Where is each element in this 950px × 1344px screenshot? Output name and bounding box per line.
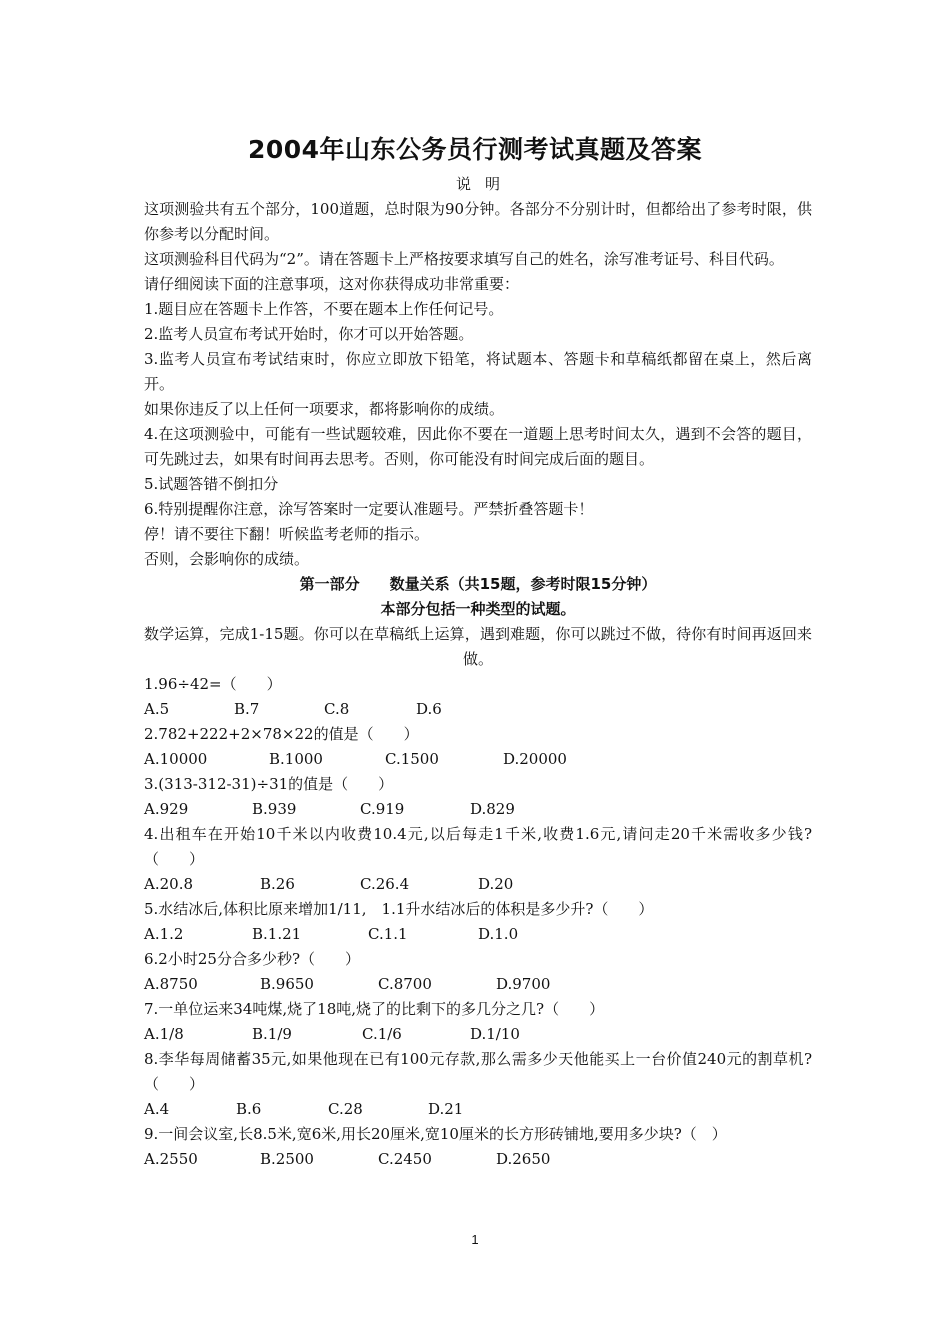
option: C.26.4 [360,875,410,893]
option: D.20000 [503,750,567,768]
option: B.1/9 [252,1025,292,1043]
option: A.20.8 [144,875,193,893]
document-body [144,172,812,1172]
option: B.939 [252,800,297,818]
section-instruction: 数学运算，完成1-15题。你可以在草稿纸上运算，遇到难题，你可以跳过不做，待你有时间再返回来做。 [144,625,812,668]
option: B.9650 [260,975,314,993]
answer-options [144,1022,812,1047]
answer-options [144,1147,812,1172]
intro-paragraph: 这项测验科目代码为“2”。请在答题卡上严格按要求填写自己的姓名，涂写准考证号、科目代码。 [144,250,784,268]
intro-paragraph: 停！请不要往下翻！听候监考老师的指示。 [144,525,430,543]
option: C.2450 [378,1150,432,1168]
option: A.1.2 [144,925,184,943]
intro-paragraph: 如果你违反了以上任何一项要求，都将影响你的成绩。 [144,400,505,418]
option: D.2650 [496,1150,551,1168]
question-text: 1.96÷42=（ ） [144,675,282,693]
answer-options [144,972,812,997]
option: B.2500 [260,1150,314,1168]
intro-paragraph: 1.题目应在答题卡上作答，不要在题本上作任何记号。 [144,300,504,318]
question-text: 9.一间会议室,长8.5米,宽6米,用长20厘米,宽10厘米的长方形砖铺地,要用多少块?（ ） [144,1125,727,1143]
option: D.829 [470,800,515,818]
answer-options [144,1097,812,1122]
option: C.1/6 [362,1025,402,1043]
option: C.1500 [385,750,439,768]
option: D.6 [416,700,442,718]
intro-paragraph: 否则，会影响你的成绩。 [144,550,310,568]
intro-paragraph: 2.监考人员宣布考试开始时，你才可以开始答题。 [144,325,474,343]
page-number: 1 [471,1232,479,1247]
answer-options [144,922,812,947]
intro-paragraph: 请仔细阅读下面的注意事项，这对你获得成功非常重要： [144,275,520,293]
answer-options [144,697,812,722]
option: D.1/10 [470,1025,520,1043]
intro-paragraph: 5.试题答错不倒扣分 [144,475,279,493]
option: D.21 [428,1100,464,1118]
intro-paragraph: 4.在这项测验中，可能有一些试题较难，因此你不要在一道题上思考时间太久，遇到不会答的题目，可先跳过去，如果有时间再去思考。否则，你可能没有时间完成后面的题目。 [144,425,812,468]
option: A.929 [144,800,189,818]
section-subheading: 本部分包括一种类型的试题。 [380,600,576,618]
option: A.8750 [144,975,198,993]
option: A.5 [144,700,170,718]
option: C.919 [360,800,405,818]
option: B.26 [260,875,295,893]
question-text: 6.2小时25分合多少秒?（ ） [144,950,360,968]
question-text: 3.(313-312-31)÷31的值是（ ） [144,775,394,793]
section-heading: 第一部分 数量关系（共15题，参考时限15分钟） [299,575,657,593]
subtitle: 说明 [455,175,514,193]
option: A.2550 [144,1150,198,1168]
option: D.9700 [496,975,551,993]
question-text: 2.782+222+2×78×22的值是（ ） [144,725,419,743]
option: C.1.1 [368,925,408,943]
intro-paragraph: 6.特别提醒你注意，涂写答案时一定要认准题号。严禁折叠答题卡！ [144,500,594,518]
option: A.1/8 [144,1025,184,1043]
answer-options [144,747,812,772]
question-text: 5.水结冰后,体积比原来增加1/11, 1.1升水结冰后的体积是多少升?（ ） [144,900,654,918]
answer-options [144,797,812,822]
option: B.1000 [269,750,323,768]
option: D.20 [478,875,514,893]
option: A.4 [144,1100,170,1118]
answer-options [144,872,812,897]
option: C.28 [328,1100,363,1118]
option: B.7 [234,700,260,718]
option: D.1.0 [478,925,519,943]
intro-paragraph: 3.监考人员宣布考试结束时，你应立即放下铅笔，将试题本、答题卡和草稿纸都留在桌上，然后离开。 [144,350,812,393]
question-text: 7.一单位运来34吨煤,烧了18吨,烧了的比剩下的多几分之几?（ ） [144,1000,605,1018]
question-text: 4.出租车在开始10千米以内收费10.4元,以后每走1千米,收费1.6元,请问走20千米需收多少钱?（ ） [144,825,812,868]
intro-paragraph: 这项测验共有五个部分，100道题，总时限为90分钟。各部分不分别计时，但都给出了参考时限，供你参考以分配时间。 [144,200,812,243]
option: A.10000 [144,750,208,768]
option: C.8 [324,700,350,718]
document-title: 2004年山东公务员行测考试真题及答案 [247,135,703,164]
option: B.6 [236,1100,262,1118]
option: B.1.21 [252,925,302,943]
question-text: 8.李华每周储蓄35元,如果他现在已有100元存款,那么需多少天他能买上一台价值240元的割草机?（ ） [144,1050,812,1093]
option: C.8700 [378,975,432,993]
